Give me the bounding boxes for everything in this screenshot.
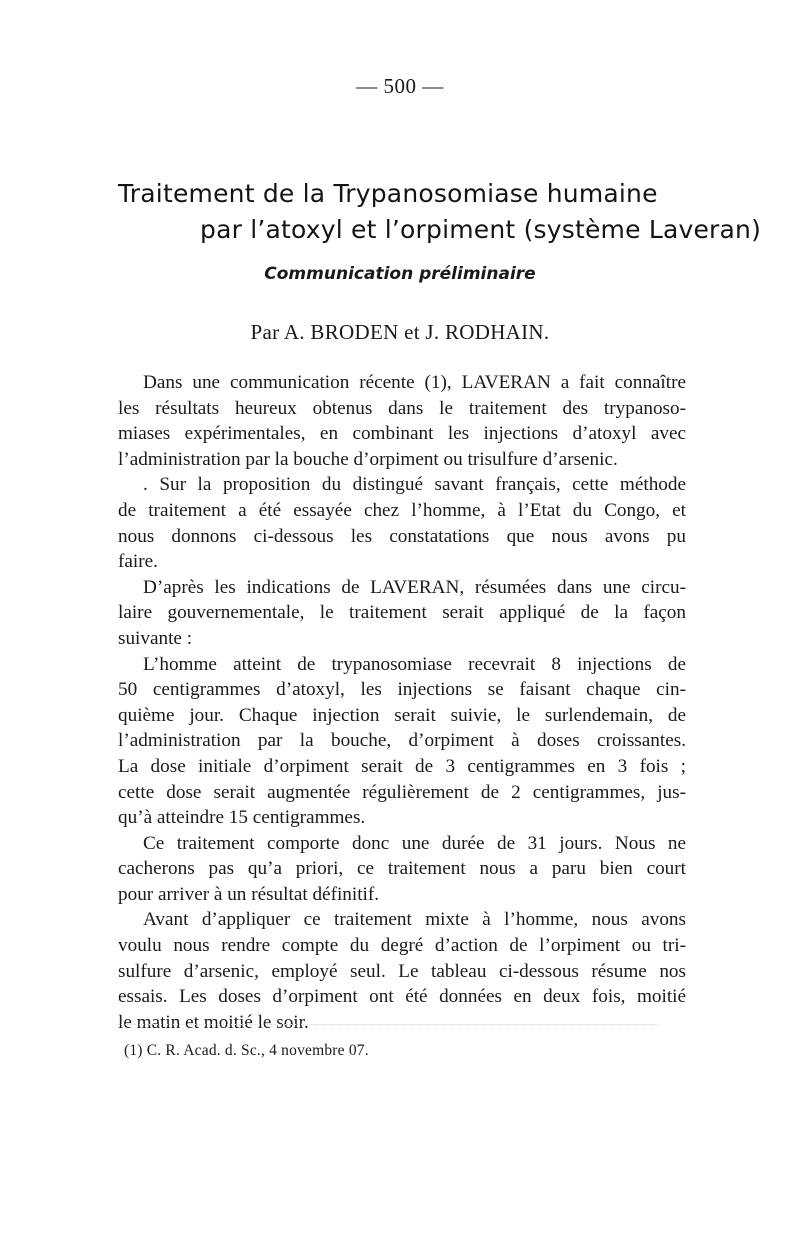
text-line: 50 centigrammes d’atoxyl, les injections se faisant chaque cin- <box>118 679 686 701</box>
text-line: qu’à atteindre 15 centigrammes. <box>118 807 366 829</box>
text-line: D’après les indications de LAVERAN, résumées dans une circu- <box>143 576 686 598</box>
text-line: l’administration par la bouche, d’orpiment à doses croissantes. <box>118 730 686 752</box>
text-line: de traitement a été essayée chez l’homme, à l’Etat du Congo, et <box>118 499 686 521</box>
page-number: — 500 — <box>356 74 444 98</box>
text-line: suivante : <box>118 627 193 649</box>
text-line: La dose initiale d’orpiment serait de 3 centigrammes en 3 fois ; <box>118 755 686 777</box>
paragraph <box>118 575 686 652</box>
title-line-1: Traitement de la Trypanosomiase humaine <box>118 179 658 208</box>
text-line: pour arriver à un résultat définitif. <box>118 883 380 905</box>
text-line: le matin et moitié le soir. <box>118 1011 309 1033</box>
text-line: L’homme atteint de trypanosomiase recevrait 8 injections de <box>143 653 686 675</box>
footnote-separator <box>118 1024 658 1025</box>
text-line: quième jour. Chaque injection serait suivie, le surlendemain, de <box>118 704 686 726</box>
paragraph <box>118 907 686 1035</box>
article-subtitle: Communication préliminaire <box>264 264 536 284</box>
text-line: . Sur la proposition du distingué savant français, cette méthode <box>143 474 686 496</box>
article-authors: Par A. BRODEN et J. RODHAIN. <box>250 320 550 344</box>
text-line: les résultats heureux obtenus dans le traitement des trypanoso- <box>118 397 686 419</box>
text-line: miases expérimentales, en combinant les injections d’atoxyl avec <box>118 423 686 445</box>
text-line: cacherons pas qu’a priori, ce traitement nous a paru bien court <box>118 858 686 880</box>
text-line: Dans une communication récente (1), LAVERAN a fait connaître <box>143 372 686 393</box>
footnote: (1) C. R. Acad. d. Sc., 4 novembre 07. <box>124 1042 369 1059</box>
article-title <box>118 176 762 248</box>
text-line: faire. <box>118 551 158 573</box>
text-line: essais. Les doses d’orpiment ont été données en deux fois, moitié <box>118 986 686 1008</box>
paragraph <box>118 370 686 472</box>
title-line-2: par l’atoxyl et l’orpiment (système Laveran) <box>200 215 762 244</box>
text-line: Avant d’appliquer ce traitement mixte à l’homme, nous avons <box>143 909 686 931</box>
paragraph <box>118 831 686 908</box>
text-line: cette dose serait augmentée régulièrement de 2 centigrammes, jus- <box>118 781 686 803</box>
text-line: Ce traitement comporte donc une durée de 31 jours. Nous ne <box>143 832 686 854</box>
text-line: nous donnons ci-dessous les constatations que nous avons pu <box>118 525 686 547</box>
text-line: sulfure d’arsenic, employé seul. Le tableau ci-dessous résume nos <box>118 960 686 982</box>
paragraph <box>118 652 686 831</box>
article-body <box>118 370 686 1035</box>
text-line: laire gouvernementale, le traitement serait appliqué de la façon <box>118 602 686 624</box>
text-line: voulu nous rendre compte du degré d’action de l’orpiment ou tri- <box>118 935 686 957</box>
paragraph <box>118 472 686 574</box>
text-line: l’administration par la bouche d’orpiment ou trisulfure d’arsenic. <box>118 448 618 470</box>
